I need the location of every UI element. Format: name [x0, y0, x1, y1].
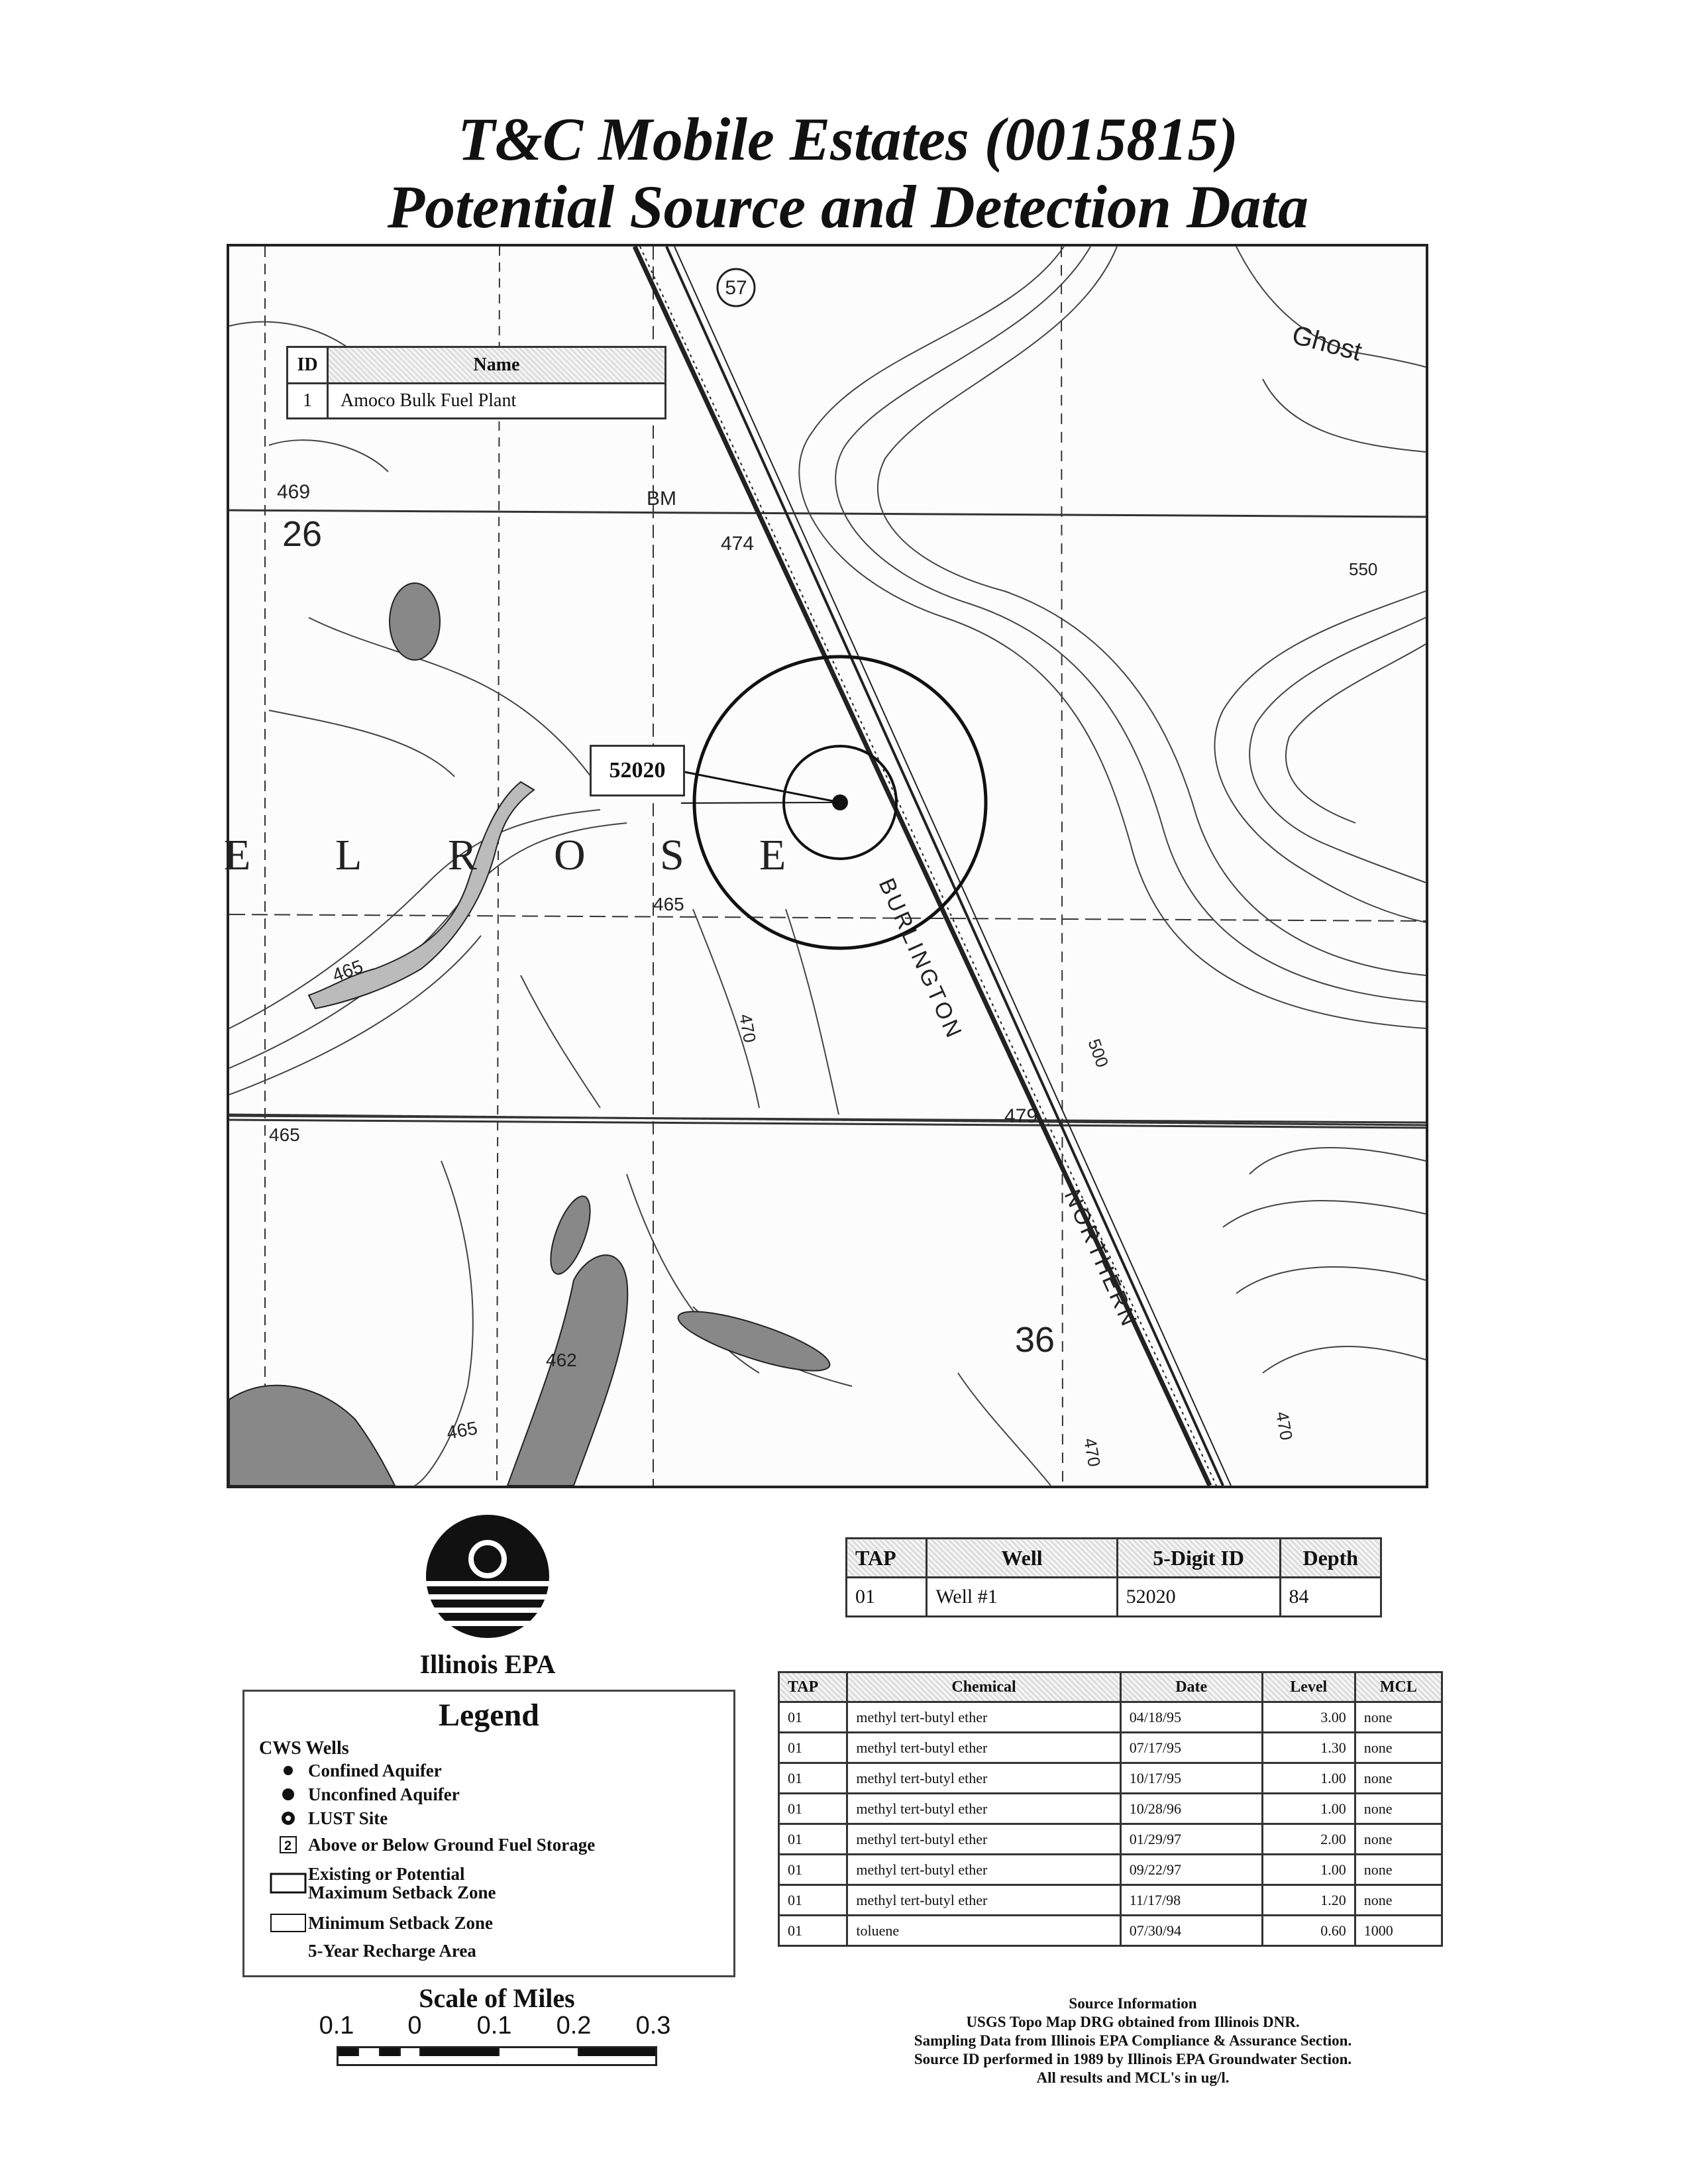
- facility-header-id: ID: [288, 348, 329, 382]
- well-depth: 84: [1280, 1578, 1381, 1617]
- chem-header-mcl: MCL: [1355, 1672, 1442, 1702]
- scale-label: 0: [407, 2012, 422, 2040]
- legend-item: Confined Aquifer: [268, 1758, 442, 1783]
- table-row: [779, 1885, 1442, 1916]
- filled-dot-icon: [268, 1787, 308, 1802]
- chem-tap: 01: [779, 1824, 847, 1855]
- elevation-label: 474: [721, 533, 755, 555]
- chem-name: methyl tert-butyl ether: [847, 1702, 1120, 1733]
- legend-item: 5-Year Recharge Area: [308, 1941, 476, 1961]
- elevation-label: 470: [1080, 1436, 1105, 1468]
- source-heading: Source Information: [1069, 1995, 1197, 2012]
- elevation-label: 465: [329, 956, 366, 986]
- elevation-label: 465: [445, 1417, 480, 1443]
- table-row: [779, 1763, 1442, 1794]
- legend-item: 2 Above or Below Ground Fuel Storage: [268, 1832, 595, 1857]
- table-row: [779, 1824, 1442, 1855]
- logo-label: Illinois EPA: [419, 1649, 556, 1679]
- well-id-label: 52020: [590, 745, 685, 796]
- elevation-label: 465: [269, 1124, 300, 1145]
- scale-label: 0.1: [476, 2012, 512, 2040]
- place-letter: S: [660, 831, 684, 879]
- topo-map: [224, 244, 1428, 1488]
- chem-name: toluene: [847, 1916, 1120, 1946]
- chem-mcl: none: [1355, 1733, 1442, 1763]
- benchmark-label: BM: [647, 488, 676, 510]
- place-ghost: Ghost: [1289, 320, 1365, 367]
- chem-name: methyl tert-butyl ether: [847, 1794, 1120, 1824]
- scale-label: 0.1: [319, 2012, 354, 2040]
- chem-header-chemical: Chemical: [847, 1672, 1120, 1702]
- chemical-table: [778, 1671, 1443, 1947]
- marsh-area: [390, 583, 440, 660]
- scale-labels: [311, 2012, 682, 2044]
- railroad-label: NORTHERN: [1059, 1185, 1143, 1332]
- chem-level: 1.20: [1262, 1885, 1355, 1916]
- chem-header-level: Level: [1262, 1672, 1355, 1702]
- chem-tap: 01: [779, 1733, 847, 1763]
- legend-group: CWS Wells: [259, 1738, 349, 1759]
- chem-header-date: Date: [1120, 1672, 1262, 1702]
- well-tap: 01: [847, 1578, 927, 1617]
- chem-date: 01/29/97: [1120, 1824, 1262, 1855]
- table-row: [779, 1916, 1442, 1946]
- scale-label: 0.3: [635, 2012, 671, 2040]
- table-row: [779, 1855, 1442, 1885]
- chem-level: 1.00: [1262, 1763, 1355, 1794]
- chem-level: 0.60: [1262, 1916, 1355, 1946]
- chem-level: 2.00: [1262, 1824, 1355, 1855]
- scale-title: Scale of Miles: [419, 1983, 575, 2013]
- facility-table: [286, 346, 666, 419]
- elevation-label: 470: [735, 1012, 761, 1044]
- elevation-label: 479: [1004, 1105, 1038, 1127]
- table-row: [779, 1733, 1442, 1763]
- source-line: Sampling Data from Illinois EPA Compliance & Assurance Section.: [914, 2032, 1352, 2049]
- max-setback-box-icon: [268, 1873, 308, 1894]
- illinois-epa-logo-icon: [426, 1515, 549, 1638]
- title-line-1: T&C Mobile Estates (0015815): [457, 105, 1239, 173]
- chem-tap: 01: [779, 1916, 847, 1946]
- chem-mcl: none: [1355, 1763, 1442, 1794]
- well-header-depth: Depth: [1280, 1539, 1381, 1578]
- chem-tap: 01: [779, 1763, 847, 1794]
- well-header-id: 5-Digit ID: [1117, 1539, 1280, 1578]
- facility-table-header: [288, 348, 664, 384]
- chem-mcl: none: [1355, 1855, 1442, 1885]
- chem-date: 04/18/95: [1120, 1702, 1262, 1733]
- elevation-label: 469: [277, 481, 311, 503]
- chem-level: 1.00: [1262, 1794, 1355, 1824]
- place-letter: O: [554, 831, 586, 879]
- route-shield-label: 57: [725, 277, 747, 299]
- source-line: All results and MCL's in ug/l.: [1036, 2069, 1230, 2086]
- chem-mcl: none: [1355, 1885, 1442, 1916]
- chem-level: 1.00: [1262, 1855, 1355, 1885]
- title-line-2: Potential Source and Detection Data: [387, 173, 1309, 241]
- place-letter: E: [224, 831, 251, 879]
- table-row: [779, 1794, 1442, 1824]
- chem-level: 3.00: [1262, 1702, 1355, 1733]
- well-header-well: Well: [927, 1539, 1117, 1578]
- road-line: [229, 510, 1426, 517]
- chem-date: 11/17/98: [1120, 1885, 1262, 1916]
- chemical-table-header: [779, 1672, 1442, 1702]
- table-row: [847, 1578, 1381, 1617]
- well-name: Well #1: [927, 1578, 1117, 1617]
- topo-map-drawing: [224, 246, 1426, 1486]
- well-id: 52020: [1117, 1578, 1280, 1617]
- chem-date: 10/28/96: [1120, 1794, 1262, 1824]
- well-table: [845, 1537, 1382, 1617]
- facility-id: 1: [288, 384, 329, 417]
- scale-bar: [337, 2046, 657, 2066]
- filled-dot-icon: [268, 1764, 308, 1777]
- fuel-storage-icon: [268, 1835, 308, 1855]
- min-setback-box-icon: [268, 1913, 308, 1933]
- chem-name: methyl tert-butyl ether: [847, 1855, 1120, 1885]
- chem-mcl: 1000: [1355, 1916, 1442, 1946]
- place-letter: E: [759, 831, 786, 879]
- well-point: [832, 794, 848, 810]
- chem-mcl: none: [1355, 1794, 1442, 1824]
- source-line: Source ID performed in 1989 by Illinois EPA Groundwater Section.: [914, 2051, 1352, 2067]
- marsh-area: [229, 1386, 395, 1486]
- source-line: USGS Topo Map DRG obtained from Illinois DNR.: [966, 2014, 1300, 2030]
- legend-item: Unconfined Aquifer: [268, 1782, 460, 1807]
- chem-tap: 01: [779, 1885, 847, 1916]
- chem-date: 09/22/97: [1120, 1855, 1262, 1885]
- source-information: [822, 1994, 1444, 2087]
- chem-date: 07/17/95: [1120, 1733, 1262, 1763]
- chem-name: methyl tert-butyl ether: [847, 1824, 1120, 1855]
- chem-tap: 01: [779, 1794, 847, 1824]
- legend-title: Legend: [438, 1698, 539, 1733]
- section-number: 26: [282, 514, 323, 554]
- chem-date: 07/30/94: [1120, 1916, 1262, 1946]
- place-letter: L: [335, 831, 362, 879]
- legend-item: Existing or Potential Maximum Setback Zone: [268, 1863, 547, 1904]
- lust-site-icon: [268, 1810, 308, 1827]
- elevation-label: 462: [546, 1350, 577, 1370]
- facility-table-row: [288, 384, 664, 417]
- table-row: [779, 1702, 1442, 1733]
- well-header-tap: TAP: [847, 1539, 927, 1578]
- chem-name: methyl tert-butyl ether: [847, 1885, 1120, 1916]
- chem-level: 1.30: [1262, 1733, 1355, 1763]
- elevation-label: 465: [653, 894, 684, 914]
- legend-item: LUST Site: [268, 1806, 388, 1831]
- legend: [242, 1690, 735, 1977]
- chem-header-tap: TAP: [779, 1672, 847, 1702]
- elevation-label: 550: [1349, 559, 1378, 579]
- chem-mcl: none: [1355, 1702, 1442, 1733]
- facility-name: Amoco Bulk Fuel Plant: [341, 390, 517, 411]
- well-table-header: [847, 1539, 1381, 1578]
- facility-header-name: Name: [473, 355, 520, 375]
- scale-label: 0.2: [556, 2012, 592, 2040]
- chem-tap: 01: [779, 1855, 847, 1885]
- chem-mcl: none: [1355, 1824, 1442, 1855]
- svg-text:2: 2: [284, 1839, 292, 1853]
- chem-name: methyl tert-butyl ether: [847, 1733, 1120, 1763]
- chem-tap: 01: [779, 1702, 847, 1733]
- railroad-label: BURLINGTON: [873, 874, 968, 1044]
- marsh-area: [507, 1255, 627, 1486]
- chem-name: methyl tert-butyl ether: [847, 1763, 1120, 1794]
- chem-date: 10/17/95: [1120, 1763, 1262, 1794]
- place-letter: R: [448, 831, 478, 879]
- section-number: 36: [1015, 1320, 1055, 1360]
- elevation-label: 470: [1272, 1409, 1297, 1442]
- legend-item: Minimum Setback Zone: [268, 1910, 493, 1936]
- elevation-label: 500: [1084, 1036, 1113, 1070]
